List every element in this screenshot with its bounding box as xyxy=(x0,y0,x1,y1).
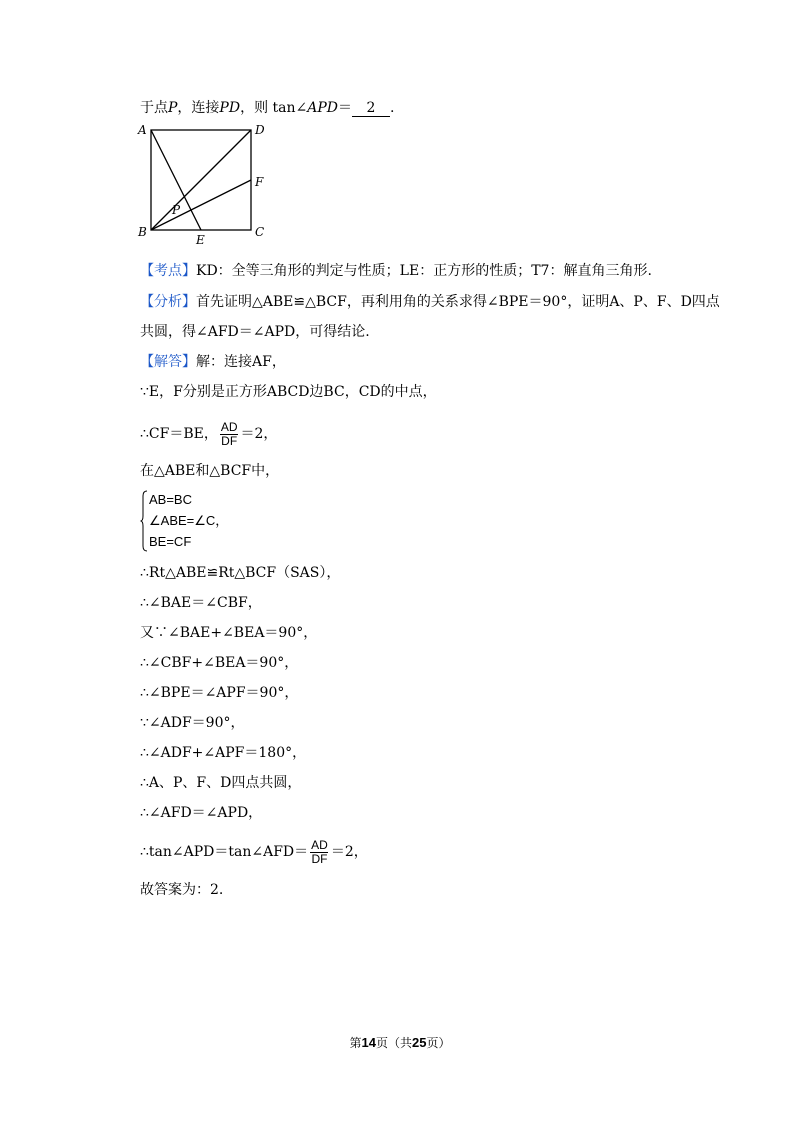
label-e: E xyxy=(196,233,205,247)
fenxi-line-1: 【分析】首先证明△ABE≌△BCF，再利用角的关系求得∠BPE＝90°，证明A、P、F、D四点 xyxy=(140,294,720,310)
step-6: 又∵∠BAE+∠BEA＝90°， xyxy=(140,625,318,641)
label-a: A xyxy=(138,123,147,137)
step-1: ∵E，F分别是正方形ABCD边BC，CD的中点， xyxy=(140,384,437,400)
step-11: ∴A、P、F、D四点共圆， xyxy=(140,775,302,791)
label-d: D xyxy=(255,123,265,137)
step-9: ∵∠ADF＝90°， xyxy=(140,715,245,731)
question-line: 于点P，连接PD，则 tan∠APD＝ 2 . xyxy=(140,100,395,116)
step-4: ∴Rt△ABE≌Rt△BCF（SAS）， xyxy=(140,565,341,581)
step-13: ∴tan∠APD＝tan∠AFD＝ $\frac{AD}{DF}$ ＝2， xyxy=(140,837,368,866)
page-total: 25 xyxy=(412,1035,427,1050)
answer-blank: 2 xyxy=(352,100,390,117)
step-5: ∴∠BAE＝∠CBF， xyxy=(140,595,262,611)
jieda-line: 【解答】解：连接AF， xyxy=(140,354,286,370)
label-b: B xyxy=(138,225,147,239)
geometry-figure xyxy=(136,120,276,250)
page-number: 14 xyxy=(361,1035,376,1050)
step-12: ∴∠AFD＝∠APD， xyxy=(140,805,263,821)
label-c: C xyxy=(255,225,265,239)
segment-bd xyxy=(151,130,251,230)
final-answer: 故答案为：2. xyxy=(140,882,224,898)
kaodian-tag: 【考点】 xyxy=(140,263,196,279)
page-footer: 第14页（共25页） xyxy=(349,1035,451,1050)
left-brace xyxy=(140,490,148,552)
fenxi-line-2: 共圆，得∠AFD＝∠APD，可得结论. xyxy=(140,324,370,340)
step-7: ∴∠CBF+∠BEA＝90°， xyxy=(140,655,299,671)
step-8: ∴∠BPE＝∠APF＝90°， xyxy=(140,685,299,701)
system-row-1: AB=BC xyxy=(149,492,192,507)
fraction-ad-df: $\frac{AD}{DF}$ xyxy=(220,419,238,448)
fraction-ad-df-2: $\frac{AD}{DF}$ xyxy=(311,837,328,866)
fenxi-tag: 【分析】 xyxy=(140,294,196,310)
step-10: ∴∠ADF+∠APF＝180°， xyxy=(140,745,307,761)
segment-bf xyxy=(151,180,251,230)
step-2: ∴CF＝BE， $\frac{AD}{DF}$ ＝2， xyxy=(140,419,278,448)
jieda-tag: 【解答】 xyxy=(140,354,196,370)
label-f: F xyxy=(255,175,264,189)
label-p: P xyxy=(172,203,181,217)
step-3: 在△ABE和△BCF中， xyxy=(140,463,280,479)
system-row-2: ∠ABE=∠C， xyxy=(149,513,229,528)
system-row-3: BE=CF xyxy=(149,534,192,549)
kaodian-line: 【考点】KD：全等三角形的判定与性质；LE：正方形的性质；T7：解直角三角形. xyxy=(140,263,652,279)
